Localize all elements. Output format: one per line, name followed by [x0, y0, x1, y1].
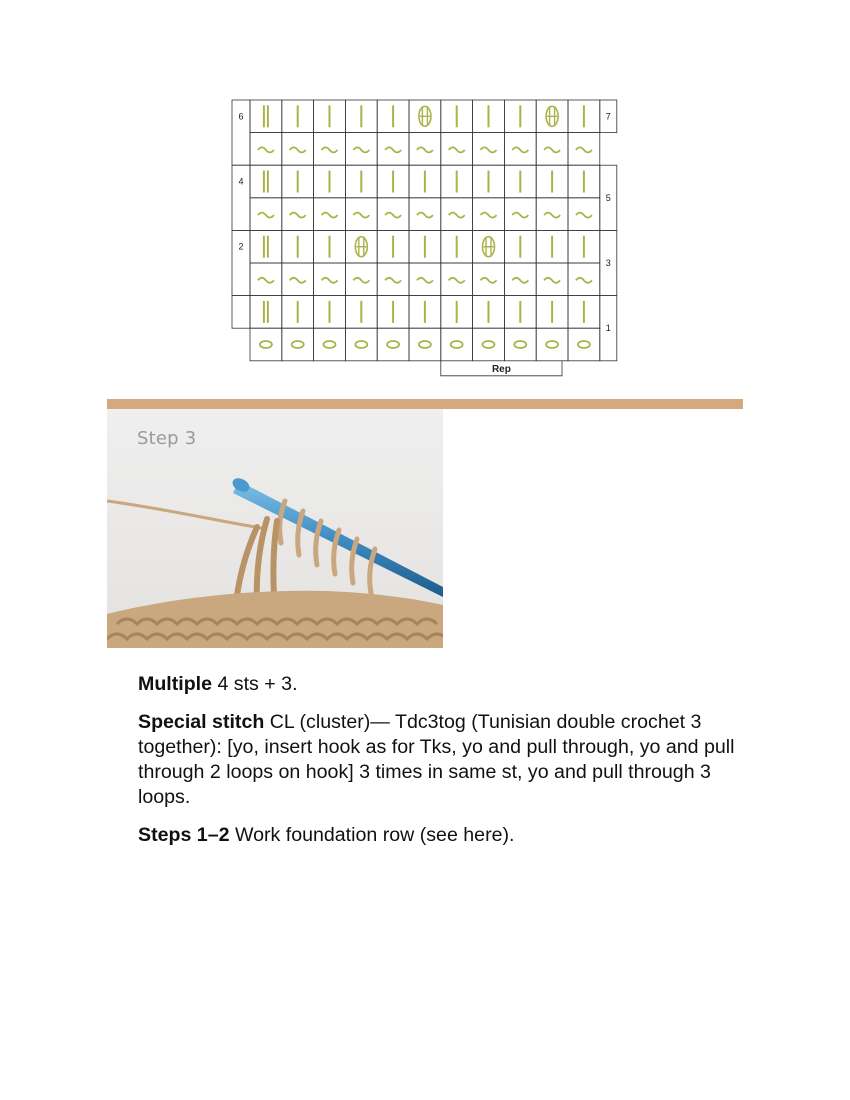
- chain-symbol: [292, 341, 304, 348]
- chain-symbol: [260, 341, 272, 348]
- chain-symbol: [387, 341, 399, 348]
- return-pass-symbol: [449, 213, 465, 218]
- chain-symbol: [483, 341, 495, 348]
- heading-multiple: Multiple: [138, 673, 213, 695]
- heading-steps: Steps 1–2: [138, 824, 230, 846]
- chain-symbol: [324, 341, 336, 348]
- chart-cell: [441, 328, 473, 361]
- return-pass-symbol: [385, 278, 401, 283]
- chart-cell: [377, 328, 409, 361]
- heading-special-stitch: Special stitch: [138, 711, 265, 733]
- chain-symbol: [514, 341, 526, 348]
- return-pass-symbol: [353, 147, 369, 152]
- return-pass-symbol: [481, 278, 497, 283]
- chart-cell: [409, 328, 441, 361]
- return-pass-symbol: [449, 278, 465, 283]
- return-pass-symbol: [512, 278, 528, 283]
- return-pass-symbol: [322, 278, 338, 283]
- return-pass-symbol: [417, 278, 433, 283]
- return-pass-symbol: [258, 147, 274, 152]
- chart-cell: [504, 328, 536, 361]
- repeat-label: Rep: [491, 363, 511, 375]
- chart-cell: [250, 100, 282, 133]
- return-pass-symbol: [576, 147, 592, 152]
- body-steps: Work foundation row (see here).: [229, 824, 515, 846]
- chart-cell: [250, 230, 282, 263]
- return-pass-symbol: [481, 147, 497, 152]
- return-pass-symbol: [417, 147, 433, 152]
- chart-cell: [536, 328, 568, 361]
- row-number-box: [232, 165, 250, 230]
- return-pass-symbol: [385, 213, 401, 218]
- return-pass-symbol: [576, 213, 592, 218]
- return-pass-symbol: [544, 147, 560, 152]
- row-number-box: [232, 230, 250, 295]
- return-pass-symbol: [512, 213, 528, 218]
- return-pass-symbol: [353, 278, 369, 283]
- row-number-left: 6: [238, 111, 244, 122]
- return-pass-symbol: [322, 147, 338, 152]
- paragraph-steps: [138, 823, 758, 848]
- return-pass-symbol: [258, 278, 274, 283]
- body-special-stitch: CL (cluster)— Tdc3tog (Tunisian double crochet 3 together): [yo, insert hook as for Tks, yo and pull through, yo and pull through 2 loops on hook] 3 times in same st, yo and pull through 3 loops.: [138, 711, 735, 808]
- return-pass-symbol: [290, 213, 306, 218]
- row-number-right: 7: [605, 111, 611, 122]
- paragraph-multiple: [138, 672, 758, 697]
- chart-cell: [473, 328, 505, 361]
- row-number-box: [232, 296, 250, 329]
- paragraph-special-stitch: [138, 710, 758, 810]
- chain-symbol: [355, 341, 367, 348]
- return-pass-symbol: [290, 147, 306, 152]
- instructions: [138, 672, 758, 861]
- step-label: Step 3: [137, 428, 197, 449]
- return-pass-symbol: [290, 278, 306, 283]
- chain-symbol: [546, 341, 558, 348]
- row-number-right: 1: [605, 323, 611, 334]
- return-pass-symbol: [385, 147, 401, 152]
- row-number-right: 3: [605, 258, 611, 268]
- stitch-chart: [0, 0, 850, 390]
- return-pass-symbol: [576, 278, 592, 283]
- chart-cell: [250, 165, 282, 198]
- return-pass-symbol: [258, 213, 274, 218]
- return-pass-symbol: [512, 147, 528, 152]
- section-divider: [107, 399, 743, 409]
- return-pass-symbol: [417, 213, 433, 218]
- return-pass-symbol: [353, 213, 369, 218]
- return-pass-symbol: [449, 147, 465, 152]
- chart-cell: [250, 328, 282, 361]
- step-photo: [107, 409, 443, 648]
- row-number-left: 2: [238, 241, 244, 252]
- row-number-left: 4: [238, 176, 244, 187]
- chain-symbol: [451, 341, 463, 348]
- chain-symbol: [419, 341, 431, 348]
- return-pass-symbol: [322, 213, 338, 218]
- body-multiple: 4 sts + 3.: [212, 673, 298, 695]
- row-number-box: [232, 100, 250, 165]
- chart-cell: [314, 328, 346, 361]
- return-pass-symbol: [481, 213, 497, 218]
- chart-cell: [250, 296, 282, 329]
- chain-symbol: [578, 341, 590, 348]
- chart-cell: [568, 328, 600, 361]
- row-number-right: 5: [605, 192, 611, 203]
- return-pass-symbol: [544, 278, 560, 283]
- chart-cell: [282, 328, 314, 361]
- chart-cell: [345, 328, 377, 361]
- return-pass-symbol: [544, 213, 560, 218]
